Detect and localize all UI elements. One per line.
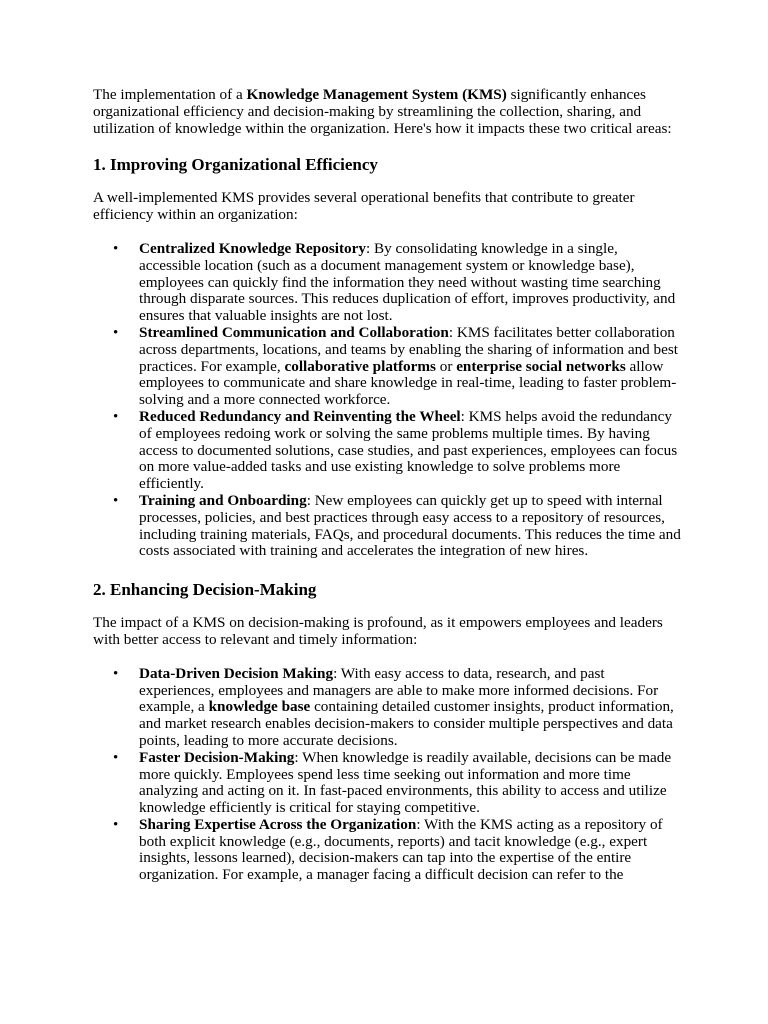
item-text: : KMS helps avoid the redundancy of employees redoing work or solving the same problems multiple times. By having access to documented solutions, case studies, and past experiences, employees can focus on more value-added tasks and use existing knowledge to solve problems more efficiently.	[139, 407, 678, 493]
item-title: Data-Driven Decision Making	[139, 664, 334, 682]
item-text: : When knowledge is readily available, decisions can be made more quickly. Employees spend less time seeking out information and more time analyzing and acting on it. In fast-paced environments, this ability to access and utilize knowledge efficiently is critical for staying competitive.	[139, 748, 672, 817]
item-text: or	[435, 357, 457, 375]
section-1-heading: 1. Improving Organizational Efficiency	[93, 155, 378, 175]
intro-text: The implementation of a	[93, 86, 247, 103]
section-1-lead: A well-implemented KMS provides several operational benefits that contribute to greater efficiency within an organization:	[93, 189, 635, 224]
item-title: Sharing Expertise Across the Organization	[139, 815, 417, 833]
bullet-icon: •	[113, 492, 119, 509]
item-text: : By consolidating knowledge in a single, accessible location (such as a document management system or knowledge base), employees can quickly find the information they need without wasting time searching through disparate sources. This reduces duplication of effort, improves productivity, and ensures that valuable insights are not lost.	[139, 239, 676, 325]
intro-bold-term: Knowledge Management System (KMS)	[246, 86, 507, 103]
bullet-icon: •	[113, 240, 119, 257]
item-title: Training and Onboarding	[139, 491, 307, 509]
bullet-icon: •	[113, 816, 119, 833]
item-text: : New employees can quickly get up to speed with internal processes, policies, and best practices through easy access to a repository of resources, including training materials, FAQs, and procedural documents. This reduces the time and costs associated with training and accelerates the integration of new hires.	[139, 491, 681, 560]
bullet-icon: •	[113, 408, 119, 425]
section-1-list	[93, 241, 683, 560]
item-bold-term: enterprise social networks	[456, 357, 626, 375]
section-2-list	[93, 666, 683, 884]
item-text: : With the KMS acting as a repository of both explicit knowledge (e.g., documents, reports) and tacit knowledge (e.g., expert insights, lessons learned), decision-makers can tap into the expertise of the entire organization. For example, a manager facing a difficult decision can refer to the	[139, 815, 663, 884]
bullet-icon: •	[113, 749, 119, 766]
intro-paragraph	[93, 87, 683, 137]
item-title: Faster Decision-Making	[139, 748, 295, 766]
list-item	[93, 666, 683, 750]
item-title: Centralized Knowledge Repository	[139, 239, 366, 257]
item-title: Reduced Redundancy and Reinventing the Wheel	[139, 407, 461, 425]
list-item	[93, 325, 683, 409]
bullet-icon: •	[113, 324, 119, 341]
item-bold-term: knowledge base	[208, 698, 311, 716]
bullet-icon: •	[113, 665, 119, 682]
list-item	[93, 409, 683, 493]
item-text: : With easy access to data, research, and past experiences, employees and managers are able to make more informed decisions. For example, a	[139, 664, 659, 716]
section-2-lead: The impact of a KMS on decision-making is profound, as it empowers employees and leaders with better access to relevant and timely information:	[93, 614, 663, 648]
section-2-heading: 2. Enhancing Decision-Making	[93, 580, 317, 600]
list-item	[93, 493, 683, 560]
item-text: : KMS facilitates better collaboration across departments, locations, and teams by enabling the sharing of information and best practices. For example,	[139, 323, 679, 375]
item-text: allow employees to communicate and share knowledge in real-time, leading to faster problem-solving and a more connected workforce.	[139, 357, 677, 409]
item-bold-term: collaborative platforms	[284, 357, 436, 375]
document-body	[93, 87, 683, 884]
list-item	[93, 241, 683, 325]
item-text: containing detailed customer insights, product information, and market research enables decision-makers to consider multiple perspectives and data points, leading to more accurate decisions.	[139, 698, 674, 749]
list-item	[93, 750, 683, 817]
list-item	[93, 817, 683, 884]
item-title: Streamlined Communication and Collaboration	[139, 323, 449, 341]
intro-text: significantly enhances organizational efficiency and decision-making by streamlining the collection, sharing, and utilization of knowledge within the organization. Here's how it impacts these two critical areas:	[93, 86, 672, 137]
